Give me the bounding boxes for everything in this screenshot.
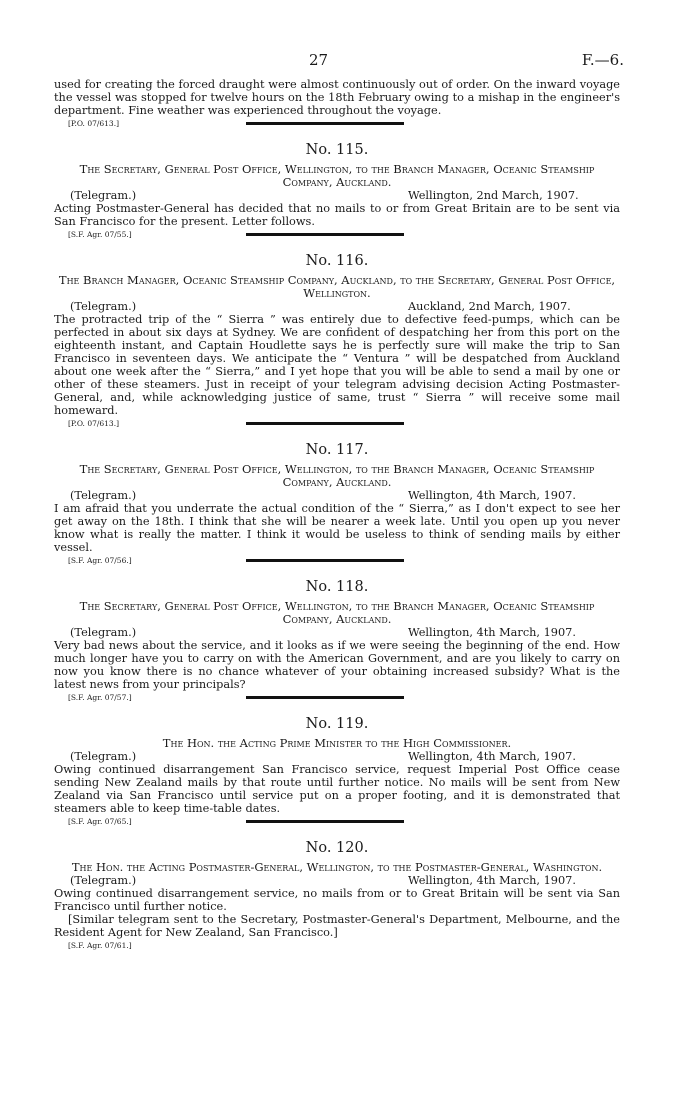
file-reference: [S.F. Agr. 07/57.] <box>68 693 132 702</box>
file-reference: [P.O. 07/613.] <box>68 419 120 428</box>
message-meta <box>54 874 620 887</box>
message-meta <box>54 189 620 202</box>
intro-paragraph: used for creating the forced draught were almost continuously out of order. On the inward voyage the vessel was stopped for twelve hours on the 18th February owing to a mishap in the engineer's department. Fine weather was experienced throughout the voyage. <box>54 78 620 117</box>
file-reference: [S.F. Agr. 07/61.] <box>68 941 132 950</box>
file-reference: [S.F. Agr. 07/55.] <box>68 230 132 239</box>
page-header <box>54 48 624 78</box>
message-heading: The Hon. the Acting Postmaster-General, Wellington, to the Postmaster-General, Washington. <box>71 860 603 874</box>
message-118 <box>54 581 620 704</box>
message-heading: The Branch Manager, Oceanic Steamship Company, Auckland, to the Secretary, General Post Office, Wellington. <box>58 273 616 300</box>
section-divider <box>246 559 404 562</box>
message-heading: The Hon. the Acting Prime Minister to the High Commissioner. <box>162 736 512 750</box>
ref-row <box>54 816 620 828</box>
section-divider <box>246 422 404 425</box>
message-number: No. 117. <box>305 442 369 458</box>
section-divider <box>246 233 404 236</box>
message-heading: The Secretary, General Post Office, Wellington, to the Branch Manager, Oceanic Steamship Company, Auckland. <box>79 599 595 626</box>
ref-row <box>54 229 620 241</box>
message-body: Owing continued disarrangement San Francisco service, request Imperial Post Office cease sending New Zealand mails by that route until further notice. No mails will be sent from New Zealand via San Francisco until service put on a proper footing, and it is demonstrated that steamers able to keep time-table dates. <box>54 763 620 815</box>
message-meta <box>54 300 620 313</box>
place-date: Wellington, 4th March, 1907. <box>408 626 576 639</box>
document-page <box>54 48 624 951</box>
file-reference: [S.F. Agr. 07/56.] <box>68 556 132 565</box>
section-divider <box>246 696 404 699</box>
message-120 <box>54 842 620 951</box>
ref-row <box>54 418 620 430</box>
ref-row <box>54 692 620 704</box>
message-117 <box>54 444 620 567</box>
message-kind: (Telegram.) <box>70 189 137 202</box>
message-body: Owing continued disarrangement service, no mails from or to Great Britain will be sent via San Francisco until further notice. <box>54 887 620 913</box>
intro-ref-row <box>54 118 620 130</box>
message-body: I am afraid that you underrate the actual condition of the “ Sierra,” as I don't expect to see her get away on the 18th. I think that she will be nearer a week late. Until you open up you never know what is really the matter. I think it would be useless to think of sending mails by either vessel. <box>54 502 620 554</box>
message-body: Very bad news about the service, and it looks as if we were seeing the beginning of the end. How much longer have you to carry on with the American Government, and are you likely to carry on now you know there is no chance whatever of your obtaining increased subsidy? What is the latest news from your principals? <box>54 639 620 691</box>
message-meta <box>54 626 620 639</box>
message-number: No. 115. <box>305 142 369 158</box>
message-note: [Similar telegram sent to the Secretary, Postmaster-General's Department, Melbourne, and the Resident Agent for New Zealand, San Francisco.] <box>54 913 620 939</box>
message-number: No. 120. <box>305 840 369 856</box>
ref-row <box>54 555 620 567</box>
message-number: No. 116. <box>305 253 369 269</box>
message-body: Acting Postmaster-General has decided that no mails to or from Great Britain are to be sent via San Francisco for the present. Letter follows. <box>54 202 620 228</box>
message-meta <box>54 489 620 502</box>
message-body: The protracted trip of the “ Sierra ” was entirely due to defective feed-pumps, which can be perfected in about six days at Sydney. We are confident of despatching her from this port on the eighteenth instant, and Captain Houdlette says he is perfectly sure will make the trip to San Francisco in seventeen days. We anticipate the “ Ventura ” will be despatched from Auckland about one week after the “ Sierra,” and I yet hope that you will be able to send a mail by one or other of these steamers. Just in receipt of your telegram advising decision Acting Postmaster-General, and, while acknowledging justice of same, trust “ Sierra ” will receive some mail homeward. <box>54 313 620 417</box>
message-kind: (Telegram.) <box>70 489 137 502</box>
section-divider <box>246 122 404 125</box>
place-date: Auckland, 2nd March, 1907. <box>408 300 571 313</box>
message-number: No. 119. <box>305 716 369 732</box>
file-reference: [S.F. Agr. 07/65.] <box>68 817 132 826</box>
place-date: Wellington, 4th March, 1907. <box>408 750 576 763</box>
page-number: 27 <box>309 51 329 69</box>
series-code: F.—6. <box>581 51 624 69</box>
message-heading: The Secretary, General Post Office, Wellington, to the Branch Manager, Oceanic Steamship Company, Auckland. <box>79 462 595 489</box>
section-divider <box>246 820 404 823</box>
message-kind: (Telegram.) <box>70 626 137 639</box>
message-kind: (Telegram.) <box>70 750 137 763</box>
message-kind: (Telegram.) <box>70 874 137 887</box>
place-date: Wellington, 4th March, 1907. <box>408 874 576 887</box>
message-kind: (Telegram.) <box>70 300 137 313</box>
file-reference: [P.O. 07/613.] <box>68 119 120 128</box>
message-116 <box>54 255 620 430</box>
place-date: Wellington, 4th March, 1907. <box>408 489 576 502</box>
message-meta <box>54 750 620 763</box>
message-number: No. 118. <box>305 579 369 595</box>
place-date: Wellington, 2nd March, 1907. <box>408 189 579 202</box>
message-119 <box>54 718 620 828</box>
message-heading: The Secretary, General Post Office, Wellington, to the Branch Manager, Oceanic Steamship Company, Auckland. <box>79 162 595 189</box>
message-115 <box>54 144 620 241</box>
